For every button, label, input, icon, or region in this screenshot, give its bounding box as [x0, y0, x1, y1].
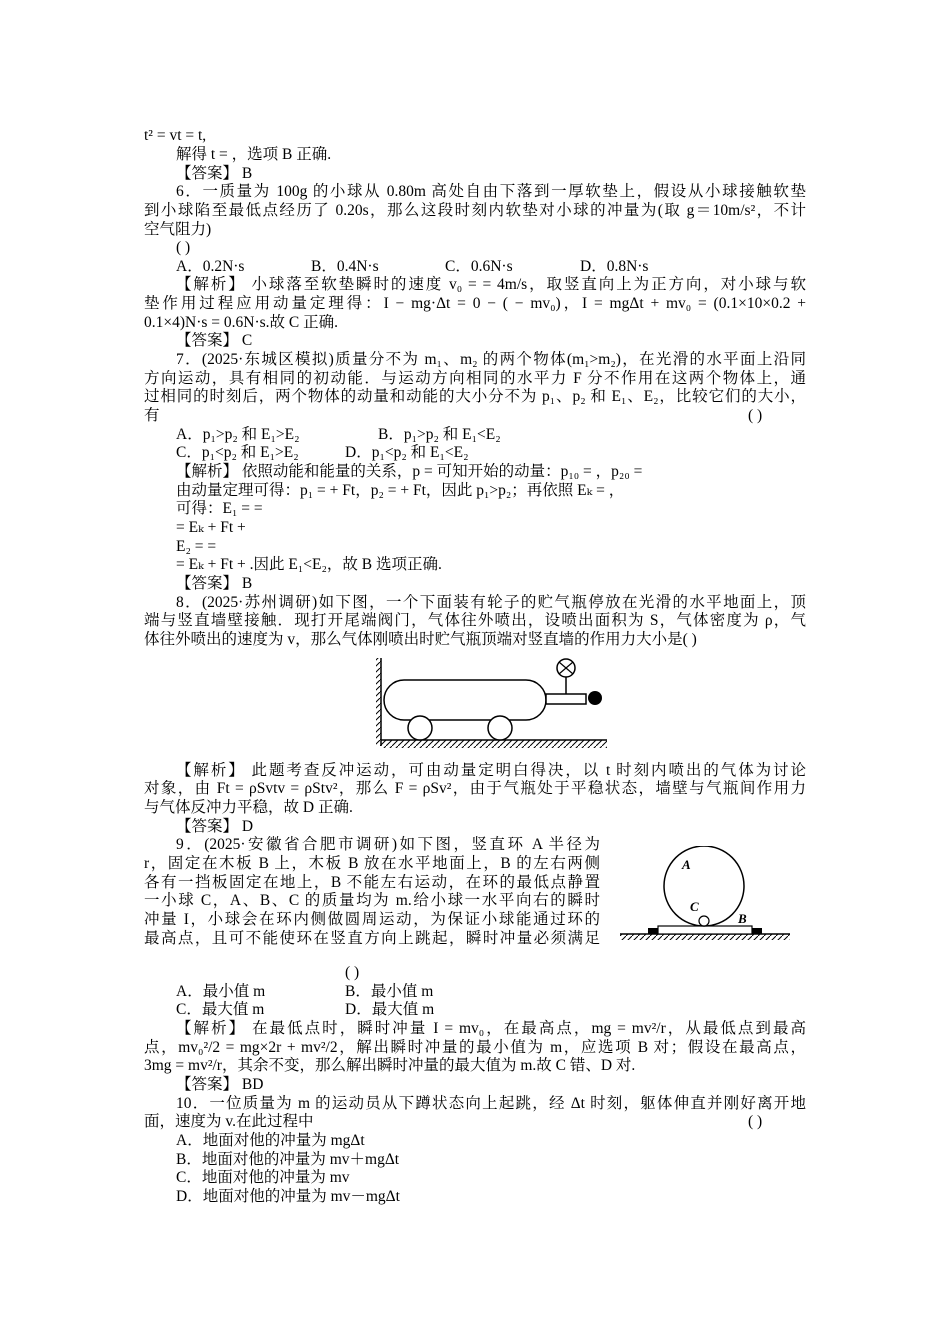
ring-label-b: B [738, 911, 747, 926]
option-a: A．p₁>p₂ 和 E₁>E₂ [176, 426, 300, 443]
option-c: C．0.6N·s [445, 258, 513, 275]
analysis-text: 可得：E₁ = = [176, 500, 263, 517]
analysis-text: 垫作用过程应用动量定理得：I − mg·Δt = 0 − ( − mv₀)，I = mgΔt + mv₀ = (0.1×10×0.2 + [144, 295, 806, 312]
gas-cylinder-figure [374, 656, 614, 756]
analysis-text: 【解析】 在最低点时，瞬时冲量 I = mv₀，在最高点，mg = mv²/r，从最低点到最高 [176, 1020, 806, 1037]
question-6-text: 6．一质量为 100g 的小球从 0.80m 高处自由下落到一厚软垫上，假设从小球接触软垫 [176, 183, 806, 200]
answer-line: 【答案】 BD [176, 1076, 264, 1093]
question-9-text: 各有一挡板固定在地上，B 不能左右运动，在环的最低点静置 [144, 874, 600, 891]
analysis-text: 点，mv₀²/2 = mg×2r + mv²/2，解出瞬时冲量的最小值为 m，应选项 B 对；假设在最高点， [144, 1039, 806, 1056]
question-9-text: 冲量 I，小球会在环内侧做圆周运动，为保证小球能通过环的 [144, 911, 600, 928]
question-6-text: 空气阻力) [144, 221, 212, 238]
ring-label-a: A [682, 857, 691, 872]
question-10-text: 面，速度为 v.在此过程中 [144, 1113, 314, 1130]
question-9-text: 一小球 C，A、B、C 的质量均为 m.给小球一水平向右的瞬时 [144, 892, 600, 909]
analysis-text: 0.1×4)N·s = 0.6N·s.故 C 正确. [144, 314, 339, 331]
analysis-text: E₂ = = [176, 538, 217, 555]
option-b: B．地面对他的冲量为 mv＋mgΔt [176, 1151, 400, 1168]
option-a: A．地面对他的冲量为 mgΔt [176, 1132, 365, 1149]
option-c: C．p₁<p₂ 和 E₁>E₂ [176, 444, 299, 461]
question-8-text: 体往外喷出的速度为 v，那么气体刚喷出时贮气瓶顶端对竖直墙的作用力大小是( ) [144, 631, 697, 648]
ring-label-c: C [690, 899, 699, 914]
option-d: D．最大值 m [345, 1001, 435, 1018]
analysis-text: 由动量定理可得：p₁ = + Ft，p₂ = + Ft，因此 p₁>p₂；再依照 Eₖ = ， [176, 482, 625, 499]
question-8-text: 端与竖直墙壁接触．现打开尾端阀门，气体往外喷出，设喷出面积为 S，气体密度为 ρ，气 [144, 612, 806, 629]
option-b: B．最小值 m [345, 983, 434, 1000]
question-9-text: 最高点，且可不能使环在竖直方向上跳起，瞬时冲量必须满足 [144, 930, 600, 947]
answer-bracket: ( ) [748, 1113, 763, 1130]
question-7-text: 方向运动，具有相同的初动能．与运动方向相同的水平力 F 分不作用在这两个物体上，通 [144, 370, 806, 387]
option-a: A．最小值 m [176, 983, 266, 1000]
answer-line: 【答案】 B [176, 575, 253, 592]
analysis-text: = Eₖ + Ft + [176, 519, 246, 536]
option-a: A．0.2N·s [176, 258, 245, 275]
answer-line: 【答案】 D [176, 818, 254, 835]
option-d: D．p₁<p₂ 和 E₁<E₂ [345, 444, 469, 461]
option-c: C．最大值 m [176, 1001, 265, 1018]
option-d: D．地面对他的冲量为 mv－mgΔt [176, 1188, 400, 1205]
ring-board-figure [620, 846, 794, 942]
question-6-text: 到小球陷至最低点经历了 0.20s，那么这段时刻内软垫对小球的冲量为(取 g＝10m/s²，不计 [144, 202, 806, 219]
analysis-text: 【解析】 小球落至软垫瞬时的速度 v₀ = = 4m/s，取竖直向上为正方向，对小球与软 [176, 276, 806, 293]
analysis-text: 与气体反冲力平稳，故 D 正确. [144, 799, 353, 816]
answer-line: 【答案】 C [176, 332, 253, 349]
question-7-text: 7．(2025·东城区模拟)质量分不为 m₁、m₂ 的两个物体(m₁>m₂)，在光滑的水平面上沿同 [176, 351, 806, 368]
option-b: B．0.4N·s [311, 258, 379, 275]
analysis-text: 【解析】 此题考查反冲运动，可由动量定明白得决，以 t 时刻内喷出的气体为讨论 [176, 762, 806, 779]
option-d: D．0.8N·s [580, 258, 649, 275]
option-c: C．地面对他的冲量为 mv [176, 1169, 350, 1186]
analysis-text: 3mg = mv²/r，其余不变，那么解出瞬时冲量的最大值为 m.故 C 错、D 对. [144, 1057, 636, 1074]
question-7-text: 过相同的时刻后，两个物体的动量和动能的大小分不为 p₁、p₂ 和 E₁、E₂，比较它们的大小， [144, 388, 806, 405]
question-8-text: 8．(2025·苏州调研)如下图，一个下面装有轮子的贮气瓶停放在光滑的水平地面上，顶 [176, 594, 806, 611]
question-10-text: 10．一位质量为 m 的运动员从下蹲状态向上起跳，经 Δt 时刻，躯体伸直并刚好离开地 [176, 1095, 806, 1112]
answer-bracket: ( ) [345, 964, 360, 981]
question-9-text: r，固定在木板 B 上，木板 B 放在水平地面上，B 的左右两侧 [144, 855, 600, 872]
question-9-text: 9．(2025·安徽省合肥市调研)如下图，竖直环 A 半径为 [176, 836, 600, 853]
analysis-text: = Eₖ + Ft + .因此 E₁<E₂，故 B 选项正确. [176, 556, 442, 573]
analysis-text: 对象，由 Ft = ρSvtv = ρStv²，那么 F = ρSv²，由于气瓶处于平稳状态，墙壁与气瓶间作用力 [144, 780, 806, 797]
text-line: 解得 t = ，选项 B 正确. [176, 146, 332, 163]
text-line: t² = vt = t, [144, 127, 207, 144]
analysis-text: 【解析】 依照动能和能量的关系，p = 可知开始的动量：p₁₀ = ，p₂₀ = [176, 463, 643, 480]
question-7-text: 有 [144, 407, 160, 424]
answer-bracket: ( ) [748, 407, 763, 424]
answer-line: 【答案】 B [176, 165, 253, 182]
option-b: B．p₁>p₂ 和 E₁<E₂ [378, 426, 501, 443]
answer-bracket: ( ) [176, 239, 191, 256]
